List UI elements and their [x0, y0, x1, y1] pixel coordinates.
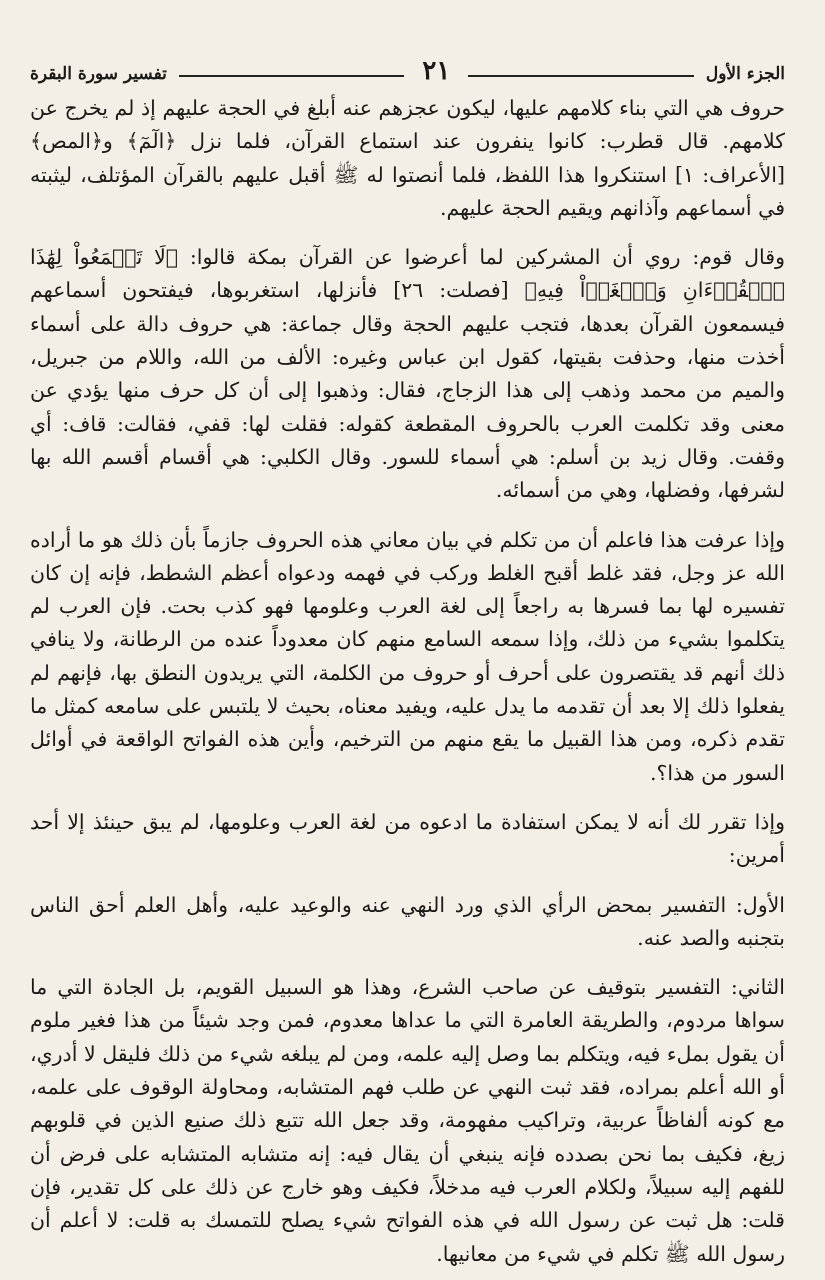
running-header [30, 52, 785, 86]
paragraph-4: وإذا تقرر لك أنه لا يمكن استفادة ما ادعوه من لغة العرب وعلومها، لم يبق حينئذ إلا أحد أمرين: [30, 809, 785, 868]
page-number: ٢١ [422, 56, 451, 86]
paragraph-3: وإذا عرفت هذا فاعلم أن من تكلم في بيان معاني هذه الحروف جازماً بأن ذلك هو ما أراده الله عز وجل، فقد غلط أقبح الغلط وركب في فهمه ودعواه أعظم الشطط، فإنه إن كان تفسيره لها بما فسرها به راجعاً إلى لغة العرب وعلومها فهو كذب بحت. فإن العرب لم يتكلموا بشيء من ذلك، وإذا سمعه السامع منهم كان معدوداً عنده من الرطانة، ولا ينافي ذلك أنهم قد يقتصرون على أحرف أو حروف من الكلمة، التي يريدون النطق بها، فإنهم لم يفعلوا ذلك إلا بعد أن تقدمه ما يدل عليه، ويفيد معناه، بحيث لا يلتبس على سامعه كمثل ما تقدم ذكره، ومن هذا القبيل ما يقع منهم من الترخيم، وأين هذه الفواتح الواقعة في أوائل السور من هذا؟. [30, 527, 785, 785]
paragraph-5: الأول: التفسير بمحض الرأي الذي ورد النهي عنه والوعيد عليه، وأهل العلم أحق الناس بتجنبه والصد عنه. [30, 892, 785, 950]
paragraph-1: حروف هي التي بناء كلامهم عليها، ليكون عجزهم عنه أبلغ في الحجة عليهم إذ لم يخرج عن كلامهم. قال قطرب: كانوا ينفرون عند استماع القرآن، فلما نزل ﴿الٓمٓ﴾ و﴿المص﴾ [الأعراف: ١] استنكروا هذا اللفظ، فلما أنصتوا له ﷺ أقبل عليهم بالقرآن المؤتلف، ليثبته في أسماعهم وآذانهم ويقيم الحجة عليهم. [30, 96, 785, 220]
paragraph-6: الثاني: التفسير بتوقيف عن صاحب الشرع، وهذا هو السبيل القويم، بل الجادة التي ما سواها مردوم، والطريقة العامرة التي ما عداها معدوم، فمن وجد شيئاً من هذا فغير ملوم أن يقول بملء فيه، ويتكلم بما وصل إليه علمه، ومن لم يبلغه شيء من ذلك فليقل لا أدري، أو الله أعلم بمراده، فقد ثبت النهي عن طلب فهم المتشابه، ومحاولة الوقوف على علمه، مع كونه ألفاظاً عربية، وتراكيب مفهومة، وقد جعل الله تتبع ذلك صنيع الذين في قلوبهم زيغ، فكيف بما نحن بصدده فإنه ينبغي أن يقال فيه: إنه متشابه المتشابه على فرض أن للفهم إليه سبيلاً، ولكلام العرب فيه مدخلاً، فكيف وهو خارج عن ذلك على كل تقدير، فإن قلت: هل ثبت عن رسول الله في هذه الفواتح شيء يصلح للتمسك به قلت: لا أعلم أن رسول الله ﷺ تكلم في شيء من معانيها. [30, 975, 785, 1266]
chapter-title: تفسير سورة البقرة [30, 64, 167, 84]
header-rule-right [468, 75, 694, 77]
header-rule-left [179, 75, 405, 77]
paragraph-2: وقال قوم: روي أن المشركين لما أعرضوا عن القرآن بمكة قالوا: ﴿لَا تَسۡمَعُواْ لِهَٰذَا ٱلۡقُرۡءَانِ وَٱلۡغَوۡاْ فِيهِ﴾ [فصلت: ٢٦] فأنزلها، استغربوها، فيفتحون أسماعهم فيسمعون القرآن بعدها، فتجب عليهم الحجة وقال جماعة: هي حروف دالة على أسماء أخذت منها، وحذفت بقيتها، كقول ابن عباس وغيره: الألف من الله، واللام من جبريل، والميم من محمد وذهب إلى هذا الزجاج، فقال: وذهبوا إلى أن كل حرف منها يؤدي عن معنى وقد تكلمت العرب بالحروف المقطعة كقوله: فقلت لها: قفي، فقالت: قاف: أي وقفت. وقال زيد بن أسلم: هي أسماء للسور. وقال الكلبي: هي أقسام أقسم الله بها لشرفها، وفضلها، وهي من أسمائه. [30, 245, 785, 503]
part-label: الجزء الأول [705, 64, 785, 84]
